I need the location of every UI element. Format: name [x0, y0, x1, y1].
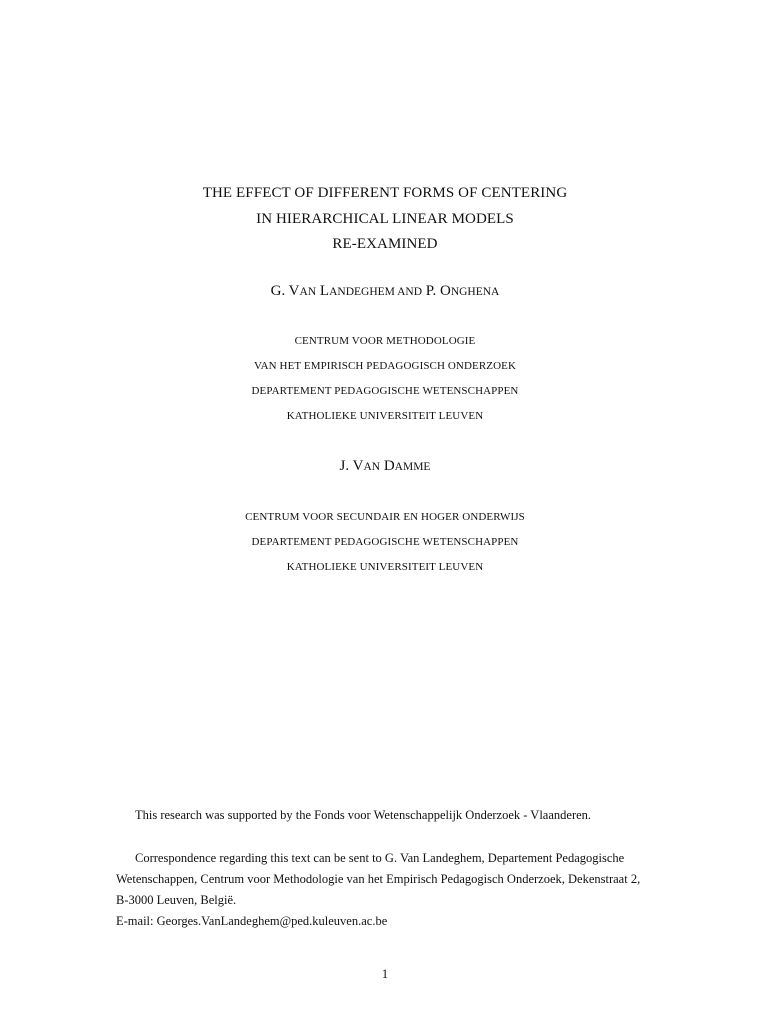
affiliation-1-line-3: DEPARTEMENT PEDAGOGISCHE WETENSCHAPPEN	[251, 385, 519, 397]
support-text: This research was supported by the Fonds voor Wetenschappelijk Onderzoek - Vlaanderen.	[135, 808, 592, 822]
author-smallcaps: AN	[299, 286, 317, 298]
author-initial: G. V	[270, 283, 300, 299]
affiliation-1-line-2: VAN HET EMPIRISCH PEDAGOGISCH ONDERZOEK	[253, 360, 516, 372]
affiliation-2-line-3: KATHOLIEKE UNIVERSITEIT LEUVEN	[286, 561, 484, 573]
author-smallcaps: AN	[363, 461, 381, 473]
page-number: 1	[381, 967, 389, 981]
affiliation-1-line-1: CENTRUM VOOR METHODOLOGIE	[294, 335, 476, 347]
support-footnote	[116, 805, 646, 826]
author-smallcaps: ANDEGHEM AND	[329, 286, 423, 298]
authors-line-1	[0, 283, 770, 300]
affiliation-2-line-2: DEPARTEMENT PEDAGOGISCHE WETENSCHAPPEN	[251, 536, 519, 548]
correspondence-text: Correspondence regarding this text can be sent to G. Van Landeghem, Departement Pedagogische Wetenschappen, Centrum voor Methodologie van het Empirisch Pedagogisch Onderzoek, Dekenstraat 2, B-3000 Leuven, België.	[116, 851, 641, 907]
affiliation-2-line-1: CENTRUM VOOR SECUNDAIR EN HOGER ONDERWIJS	[245, 511, 525, 523]
author-smallcaps: NGHENA	[450, 286, 500, 298]
author-initial: D	[380, 458, 395, 474]
email-text: E-mail: Georges.VanLandeghem@ped.kuleuven.ac.be	[116, 914, 388, 928]
author-initial: L	[316, 283, 330, 299]
authors-line-2	[0, 458, 770, 475]
title-line-2: IN HIERARCHICAL LINEAR MODELS	[256, 211, 514, 227]
author-initial: J. V	[339, 458, 364, 474]
title-line-1: THE EFFECT OF DIFFERENT FORMS OF CENTERING	[202, 185, 568, 201]
correspondence-footnote	[116, 848, 646, 932]
affiliation-1-line-4: KATHOLIEKE UNIVERSITEIT LEUVEN	[286, 410, 484, 422]
author-initial: P. O	[422, 283, 451, 299]
author-smallcaps: AMME	[394, 461, 431, 473]
title-line-3: RE-EXAMINED	[332, 236, 438, 252]
